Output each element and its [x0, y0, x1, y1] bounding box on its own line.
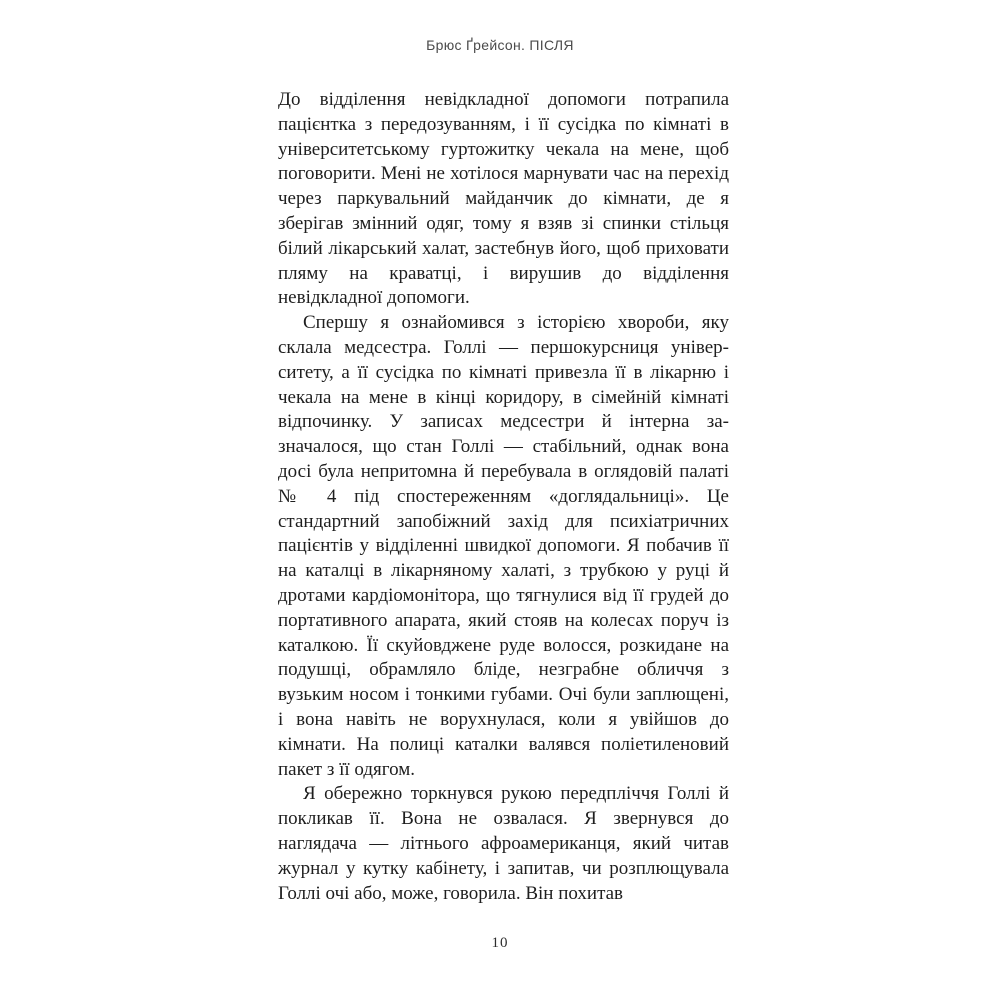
- running-header: Брюс Ґрейсон. ПІСЛЯ: [426, 37, 574, 53]
- paragraph: Спершу я ознайомився з історією хвороби, яку склала медсестра. Голлі — першокурсниця університету, а її сусідка по кімнаті привезла її в лікарню і чекала на мене в кінці коридору, в сімейній кімнаті відпочинку. У записах медсестри й інтерна зазначалося, що стан Голлі — стабільний, однак вона досі була непритомна й перебувала в оглядовій палаті № 4 під спостереженням «доглядальниці». Це стандартний запобіжний захід для психіатричних пацієнтів у відділенні швидкої допомоги. Я побачив її на каталці в лікарняному халаті, з трубкою у руці й дротами кардіомонітора, що тягнулися від її грудей до портативного апарата, який стояв на колесах поруч із каталкою. Її скуйовджене руде волосся, розкидане на подушці, обрамляло бліде, незграбне обличчя з вузьким носом і тонкими губами. Очі були заплющені, і вона навіть не ворухнулася, коли я увійшов до кімнати. На полиці каталки валявся поліетиленовий пакет з її одягом.: [278, 312, 729, 780]
- page-number: 10: [491, 935, 509, 951]
- body-text: [278, 88, 729, 906]
- paragraph: Я обережно торкнувся рукою передпліччя Голлі й покликав її. Вона не озвалася. Я звернувся до наглядача — літнього афроамериканця, який читав журнал у кутку кабінету, і запитав, чи розплющувала Голлі очі або, може, говорила. Він похитав: [278, 783, 729, 904]
- paragraph: До відділення невідкладної допомоги потрапила пацієнтка з передозуванням, і її сусідка по кімнаті в університетському гуртожитку чекала на мене, щоб поговорити. Мені не хотілося марнувати час на перехід через паркувальний майданчик до кімнати, де я зберігав змінний одяг, тому я взяв зі спинки стільця білий лікарський халат, застебнув його, щоб приховати пляму на краватці, і вирушив до відділення невідкладної допомоги.: [278, 89, 729, 309]
